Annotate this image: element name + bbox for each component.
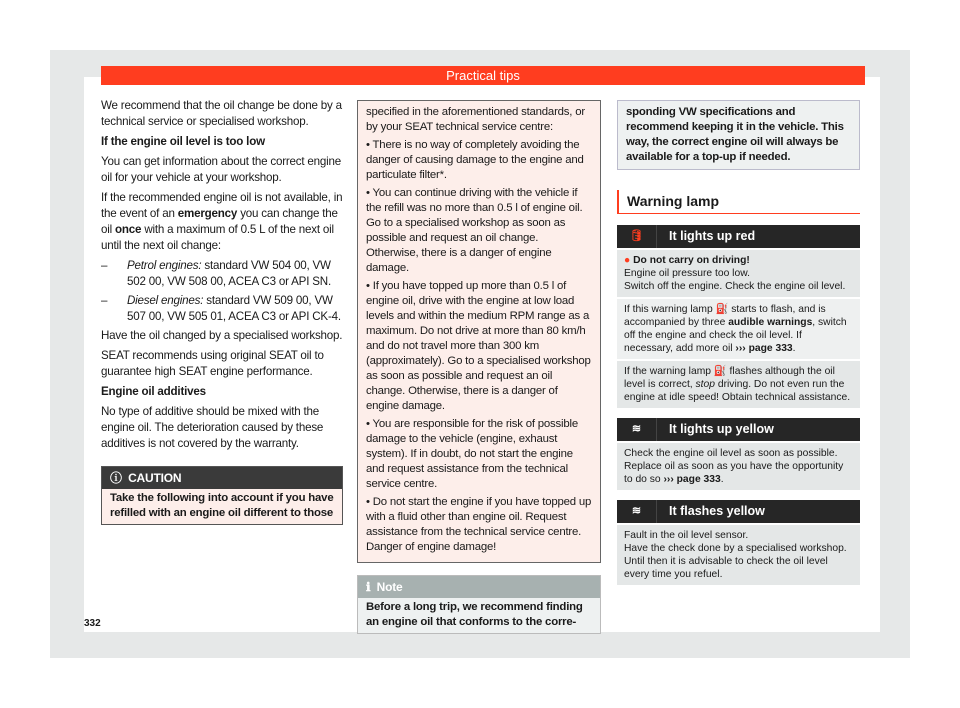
paragraph: If the recommended engine oil is not available, in the event of an emergency you can change the oil once with a maximum of 0.5 L of the next oil until the next oil change: bbox=[101, 191, 343, 252]
caution-text: Take the following into account if you have refilled with an engine oil different to those bbox=[110, 492, 334, 519]
left-column-wrap bbox=[101, 98, 343, 525]
middle-column-wrap bbox=[357, 100, 601, 634]
warning-lamp-heading: Warning lamp bbox=[617, 190, 860, 214]
right-column-wrap bbox=[617, 100, 860, 585]
paragraph: Have the oil changed by a specialised workshop. bbox=[101, 329, 343, 342]
stop-icon: ● bbox=[624, 255, 631, 266]
list-item: – Petrol engines: standard VW 504 00, VW 502 00, VW 508 00, ACEA C3 or API SN. bbox=[101, 259, 331, 288]
oil-level-icon: ≋ bbox=[617, 418, 657, 441]
subheading: Engine oil additives bbox=[101, 385, 206, 398]
note-text: Before a long trip, we recommend finding an engine oil that conforms to the corre- bbox=[366, 601, 583, 628]
red-row: If the warning lamp ⛽ flashes although the oil level is correct, stop driving. Do not even run the engine at idle speed! Obtain technical assistance. bbox=[617, 361, 860, 408]
paragraph: No type of additive should be mixed with the engine oil. The deterioration caused by these additives is not covered by the warranty. bbox=[101, 405, 324, 450]
red-lamp-bar: 🛢 It lights up red bbox=[617, 225, 860, 248]
paragraph: SEAT recommends using original SEAT oil to guarantee high SEAT engine performance. bbox=[101, 349, 324, 378]
yellow-lamp-bar: ≋ It lights up yellow bbox=[617, 418, 860, 441]
page-number: 332 bbox=[84, 618, 101, 629]
red-row: ● Do not carry on driving! Engine oil pressure too low. Switch off the engine. Check the engine oil level. bbox=[617, 250, 860, 297]
oil-can-icon: ⛽ bbox=[715, 304, 729, 315]
info-icon: ℹ bbox=[366, 580, 371, 594]
oil-can-icon: ⛽ bbox=[713, 366, 727, 377]
oil-level-icon: ≋ bbox=[617, 500, 657, 523]
red-row: If this warning lamp ⛽ starts to flash, and is accompanied by three audible warnings, switch off the engine and check the oil level. If necessary, add more oil ››› page 333. bbox=[617, 299, 860, 359]
subheading: If the engine oil level is too low bbox=[101, 135, 265, 148]
exclamation-circle-icon: ⓘ bbox=[110, 471, 122, 485]
flash-row: Fault in the oil level sensor. Have the check done by a specialised workshop. Until then it is advisable to check the oil level every time you refuel. bbox=[617, 525, 860, 585]
flash-lamp-bar: ≋ It flashes yellow bbox=[617, 500, 860, 523]
caution-continued-box: specified in the aforementioned standards, or by your SEAT technical service centre: • There is no way of completely avoiding the danger of causing damage to the engine and particulate filter*. • You can continue driving with the vehicle if the refill was no more than 0.5 l of engine oil. Go to a specialised workshop as soon as possible and request an oil change. Otherwise, there is a danger of engine damage. • If you have topped up more than 0.5 l of engine oil, drive with the engine at low load levels and within the medium RPM range as a maximum. Do not drive at more than 80 km/h and do not travel more than 300 km (approximately). Go to a specialised workshop as soon as possible and request an oil change. Otherwise, there is a danger of engine damage. • You are responsible for the risk of possible damage to the vehicle (engine, exhaust system). If in doubt, do not start the engine and request assistance from the technical service centre. • Do not start the engine if you have topped up with a fluid other than engine oil. Request assistance from the technical service centre. Danger of engine damage! bbox=[357, 100, 601, 563]
paragraph: We recommend that the oil change be done by a technical service or specialised workshop. bbox=[101, 99, 342, 128]
note-box: ℹ Note Before a long trip, we recommend finding an engine oil that conforms to the corre- bbox=[357, 575, 601, 634]
left-column bbox=[101, 98, 343, 456]
paragraph: You can get information about the correct engine oil for your vehicle at your workshop. bbox=[101, 155, 342, 184]
list-item: – Diesel engines: standard VW 509 00, VW 507 00, VW 505 01, ACEA C3 or API CK-4. bbox=[101, 294, 341, 323]
oil-can-icon: 🛢 bbox=[617, 225, 657, 248]
yellow-row: Check the engine oil level as soon as possible. Replace oil as soon as you have the opportunity to do so ››› page 333. bbox=[617, 443, 860, 490]
note-continued-box: sponding VW specifications and recommend keeping it in the vehicle. This way, the correct engine oil will always be available for a top-up if needed. bbox=[617, 100, 860, 170]
section-header: Practical tips bbox=[101, 66, 865, 85]
caution-box: ⓘ CAUTION Take the following into account if you have refilled with an engine oil different to those bbox=[101, 466, 343, 525]
